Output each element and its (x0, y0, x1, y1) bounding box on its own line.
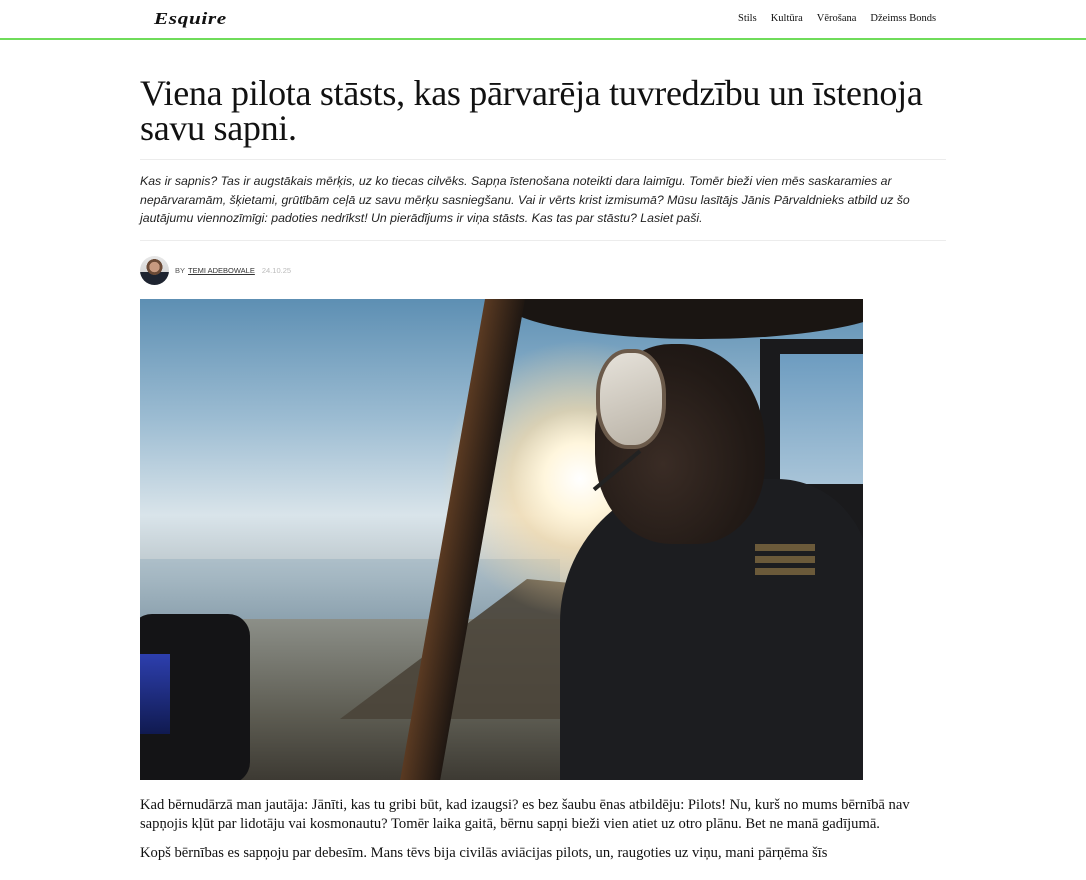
divider (140, 159, 946, 160)
esquire-logo[interactable]: Esquire (154, 9, 227, 28)
main-nav (738, 13, 950, 24)
divider (140, 240, 946, 241)
byline-prefix: BY (175, 265, 186, 275)
image-epaulette (755, 544, 815, 584)
byline (140, 255, 291, 285)
paragraph: Kad bērnudārzā man jautāja: Jānīti, kas tu gribi būt, kad izaugsi? es bez šaubu ēnas atbildēju: Pilots! Nu, kurš no mums bērnībā nav sapņojis kļūt par lidotāju vai kosmonautu? Tomēr laika gaitā, bērnu sapņi bieži vien atiet uz otro plānu. Bet ne manā gadījumā. (140, 797, 910, 832)
article-lead: Kas ir sapnis? Tas ir augstākais mērķis, uz ko tiecas cilvēks. Sapņa īstenošana noteikti dara laimīgu. Tomēr bieži vien mēs saskaramies ar nepārvaramām, šķietami, grūtībām ceļā uz savu mērķu sasniegšanu. Vai ir vērts krist izmisumā? Mūsu lasītājs Jānis Pārvaldnieks atbild uz šo jautājumu viennozīmīgi: padoties nedrīkst! Un pierādījums ir viņa stāsts. Kas tas par stāstu? Lasiet paši. (140, 174, 910, 225)
image-display-screen (140, 654, 170, 734)
image-frame-top (500, 299, 863, 339)
nav-item-dzeimss-bonds[interactable]: Džeimss Bonds (870, 13, 937, 24)
article-title: Viena pilota stāsts, kas pārvarēja tuvredzību un īstenoja savu sapni. (140, 73, 923, 148)
paragraph: Kopš bērnības es sapņoju par debesīm. Mans tēvs bija civilās aviācijas pilots, un, raugoties uz viņu, mani pārņēma šīs (140, 845, 828, 861)
article-body (140, 796, 930, 874)
hero-image (140, 299, 863, 780)
author-link[interactable]: TEMI ADEBOWALE (188, 265, 255, 275)
author-avatar[interactable] (140, 256, 169, 285)
site-header (0, 0, 1086, 40)
nav-item-stils[interactable]: Stils (738, 13, 757, 24)
headset-icon (596, 349, 666, 449)
publish-date: 24.10.25 (261, 265, 292, 275)
image-side-window (780, 354, 863, 484)
nav-item-verosana[interactable]: Vērošana (816, 13, 857, 24)
nav-item-kultura[interactable]: Kultūra (770, 13, 803, 24)
